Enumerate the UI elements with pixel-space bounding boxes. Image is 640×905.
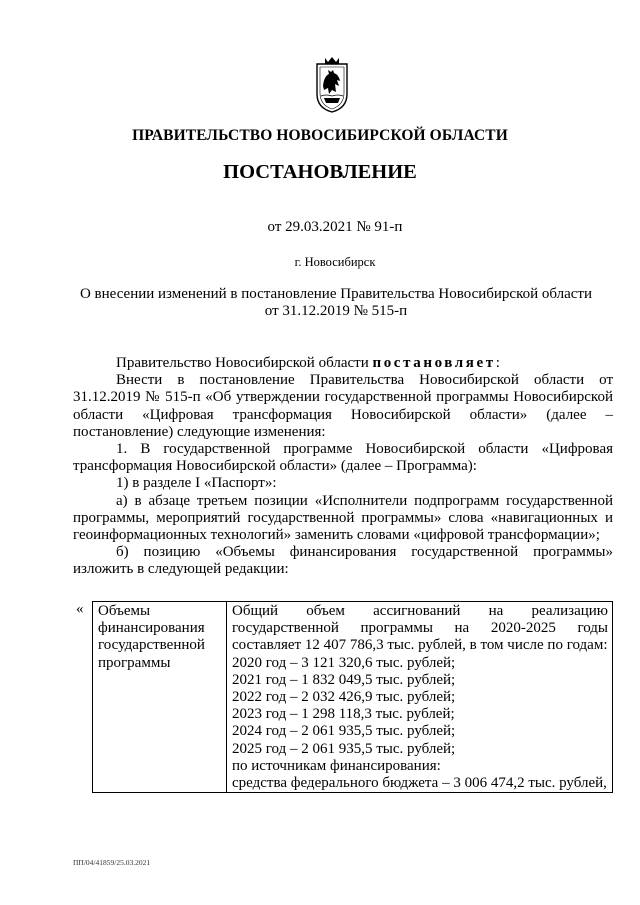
year-line: 2024 год – 2 061 935,5 тыс. рублей; [232,723,456,740]
paragraph-amend: Внести в постановление Правительства Новосибирской области от 31.12.2019 № 515-п «Об утверждении государственной программы Новосибирской области «Цифровая трансформация Новосибирской области» (далее – постановление) следующие изменения: [73,372,613,440]
organization-name: ПРАВИТЕЛЬСТВО НОВОСИБИРСКОЙ ОБЛАСТИ [132,127,508,144]
year-line: 2021 год – 1 832 049,5 тыс. рублей; [232,671,456,688]
financing-intro: Общий объем ассигнований на реализацию государственной программы на 2020-2025 годы составляет 12 407 786,3 тыс. рублей, в том числе по годам: [232,603,608,654]
city-name: г. Новосибирск [294,255,376,269]
coat-of-arms-icon [311,56,353,114]
table-row [93,602,613,793]
financing-table [92,601,613,793]
year-line: 2025 год – 2 061 935,5 тыс. рублей; [232,740,456,757]
title-line-2: от 31.12.2019 № 515-п [264,303,408,319]
paragraph-program: 1. В государственной программе Новосибирской области «Цифровая трансформация Новосибирской области» (далее – Программа): [73,441,613,475]
opening-quote: « [76,601,84,617]
sources-label: по источникам финансирования: [232,757,441,774]
year-line: 2020 год – 3 121 320,6 тыс. рублей; [232,654,456,671]
footer-code: ПП/04/41859/25.03.2021 [73,858,151,867]
year-line: 2022 год – 2 032 426,9 тыс. рублей; [232,689,456,706]
paragraph-decree [73,355,613,372]
decree-suffix: : [495,355,500,371]
table-cell-content [227,602,613,793]
document-type: ПОСТАНОВЛЕНИЕ [223,161,417,183]
paragraph-section: 1) в разделе I «Паспорт»: [116,475,277,492]
decree-word: постановляет [372,355,496,371]
year-line: 2023 год – 1 298 118,3 тыс. рублей; [232,706,455,723]
document-title [60,286,612,320]
table-cell-label: Объемы финансирования государственной программы [93,602,227,793]
decree-prefix: Правительство Новосибирской области [116,355,373,371]
paragraph-a: а) в абзаце третьем позиции «Исполнители подпрограмм государственной программы, мероприятий государственной программы» слова «навигационных и геоинформационных технологий» заменить словами «цифровой трансформации»; [73,492,613,544]
federal-budget-line: средства федерального бюджета – 3 006 474,2 тыс. рублей, [232,775,607,792]
document-body [73,355,613,579]
title-line-1: О внесении изменений в постановление Правительства Новосибирской области [79,286,593,302]
date-number: от 29.03.2021 № 91-п [267,219,403,235]
paragraph-b: б) позицию «Объемы финансирования государственной программы» изложить в следующей редакции: [73,544,613,578]
